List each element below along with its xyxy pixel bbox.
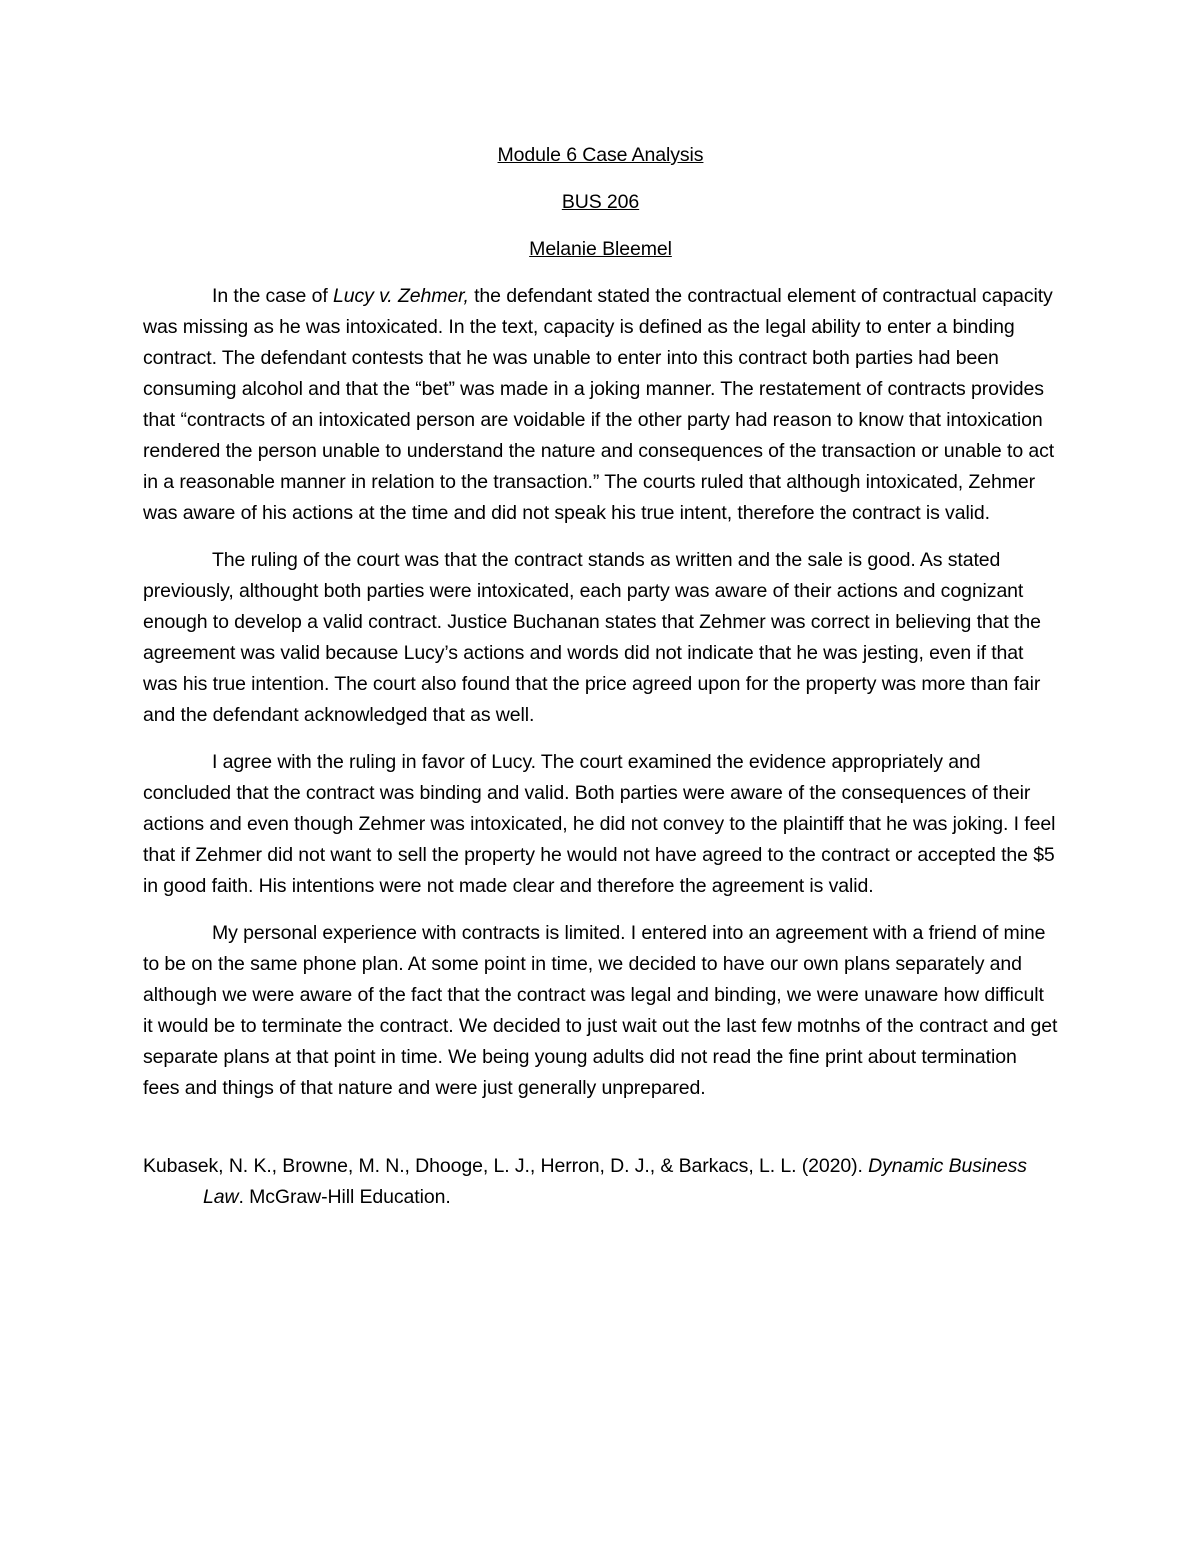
paragraph-4: My personal experience with contracts is limited. I entered into an agreement with a friend of mine to be on the same phone plan. At some point in time, we decided to have our own plans separately and although we were aware of the fact that the contract was legal and binding, we were unaware how difficult it would be to terminate the contract. We decided to just wait out the last few motnhs of the contract and get separate plans at that point in time. We being young adults did not read the fine print about termination fees and things of that nature and were just generally unprepared. <box>143 922 1058 1099</box>
document-page <box>143 140 1058 1233</box>
course-code: BUS 206 <box>561 191 640 213</box>
paragraph-3: I agree with the ruling in favor of Lucy. The court examined the evidence appropriately and concluded that the contract was binding and valid. Both parties were aware of the consequences of their actions and even though Zehmer was intoxicated, he did not convey to the plaintiff that he was joking. I feel that if Zehmer did not want to sell the property he would not have agreed to the contract or accepted the $5 in good faith. His intentions were not made clear and therefore the agreement is valid. <box>143 751 1056 897</box>
author-name: Melanie Bleemel <box>529 238 672 260</box>
reference-book-title: Dynamic Business Law <box>203 1155 1027 1208</box>
reference-authors: Kubasek, N. K., Browne, M. N., Dhooge, L. J., Herron, D. J., & Barkacs, L. L. (2020). <box>143 1155 869 1177</box>
case-name: Lucy v. Zehmer, <box>333 285 469 307</box>
document-title: Module 6 Case Analysis <box>497 144 704 166</box>
paragraph-2: The ruling of the court was that the contract stands as written and the sale is good. As stated previously, althought both parties were intoxicated, each party was aware of their actions and cognizant enough to develop a valid contract. Justice Buchanan states that Zehmer was correct in believing that the agreement was valid because Lucy’s actions and words did not indicate that he was jesting, even if that was his true intention. The court also found that the price agreed upon for the property was more than fair and the defendant acknowledged that as well. <box>143 549 1041 726</box>
paragraph-1-text: the defendant stated the contractual element of contractual capacity was missing as he was intoxicated. In the text, capacity is defined as the legal ability to enter a binding contract. The defendant contests that he was unable to enter into this contract both parties had been consuming alcohol and that the “bet” was made in a joking manner. The restatement of contracts provides that “contracts of an intoxicated person are voidable if the other party had reason to know that intoxication rendered the person unable to understand the nature and consequences of the transaction or unable to act in a reasonable manner in relation to the transaction.” The courts ruled that although intoxicated, Zehmer was aware of his actions at the time and did not speak his true intent, therefore the contract is valid. <box>143 285 1055 524</box>
reference-publisher: . McGraw-Hill Education. <box>238 1186 451 1208</box>
reference-entry <box>143 1151 1058 1213</box>
paragraph-1 <box>143 281 1058 529</box>
paragraph-1-lead: In the case of <box>212 285 333 307</box>
